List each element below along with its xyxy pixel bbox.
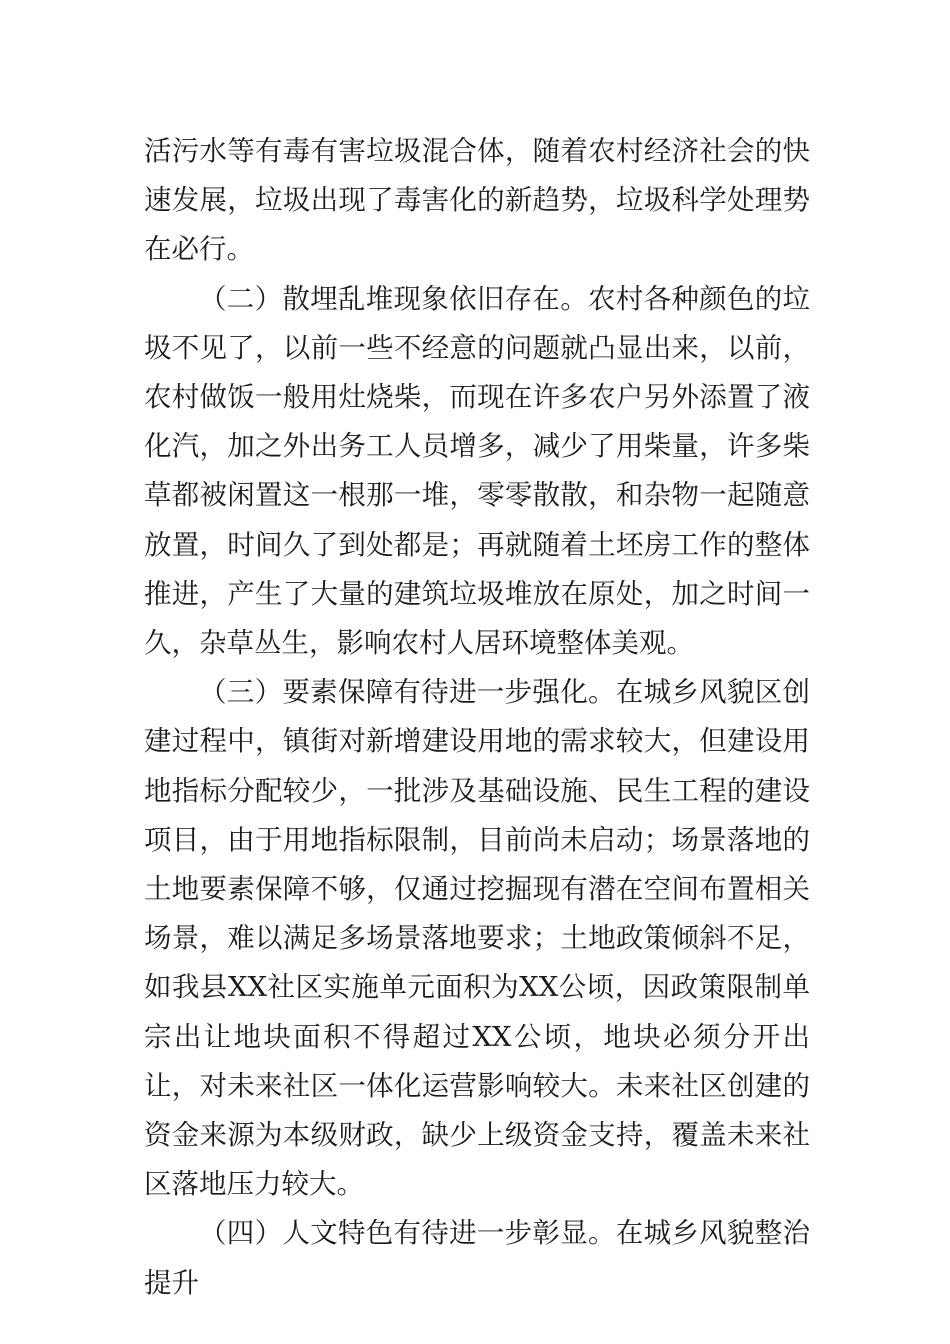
paragraph-section-2: （二）散埋乱堆现象依旧存在。农村各种颜色的垃圾不见了，以前一些不经意的问题就凸显出来，以前，农村做饭一般用灶烧柴，而现在许多农户另外添置了液化汽，加之外出务工人员增多，减少了用柴量，许多柴草都被闲置这一根那一堆，零零散散，和杂物一起随意放置，时间久了到处都是；再就随着土坯房工作的整体推进，产生了大量的建筑垃圾堆放在原处，加之时间一久，杂草丛生，影响农村人居环境整体美观。	[144, 282, 810, 660]
paragraph-continuation: 活污水等有毒有害垃圾混合体，随着农村经济社会的快速发展，垃圾出现了毒害化的新趋势，垃圾科学处理势在必行。	[144, 135, 810, 266]
document-body	[144, 127, 810, 1308]
paragraph-section-4: （四）人文特色有待进一步彰显。在城乡风貌整治提升	[144, 1217, 810, 1299]
paragraph-section-3: （三）要素保障有待进一步强化。在城乡风貌区创建过程中，镇街对新增建设用地的需求较大，但建设用地指标分配较少，一批涉及基础设施、民生工程的建设项目，由于用地指标限制，目前尚未启动；场景落地的土地要素保障不够，仅通过挖掘现有潜在空间布置相关场景，难以满足多场景落地要求；土地政策倾斜不足，如我县XX社区实施单元面积为XX公顷，因政策限制单宗出让地块面积不得超过XX公顷，地块必须分开出让，对未来社区一体化运营影响较大。未来社区创建的资金来源为本级财政，缺少上级资金支持，覆盖未来社区落地压力较大。	[144, 676, 810, 1201]
